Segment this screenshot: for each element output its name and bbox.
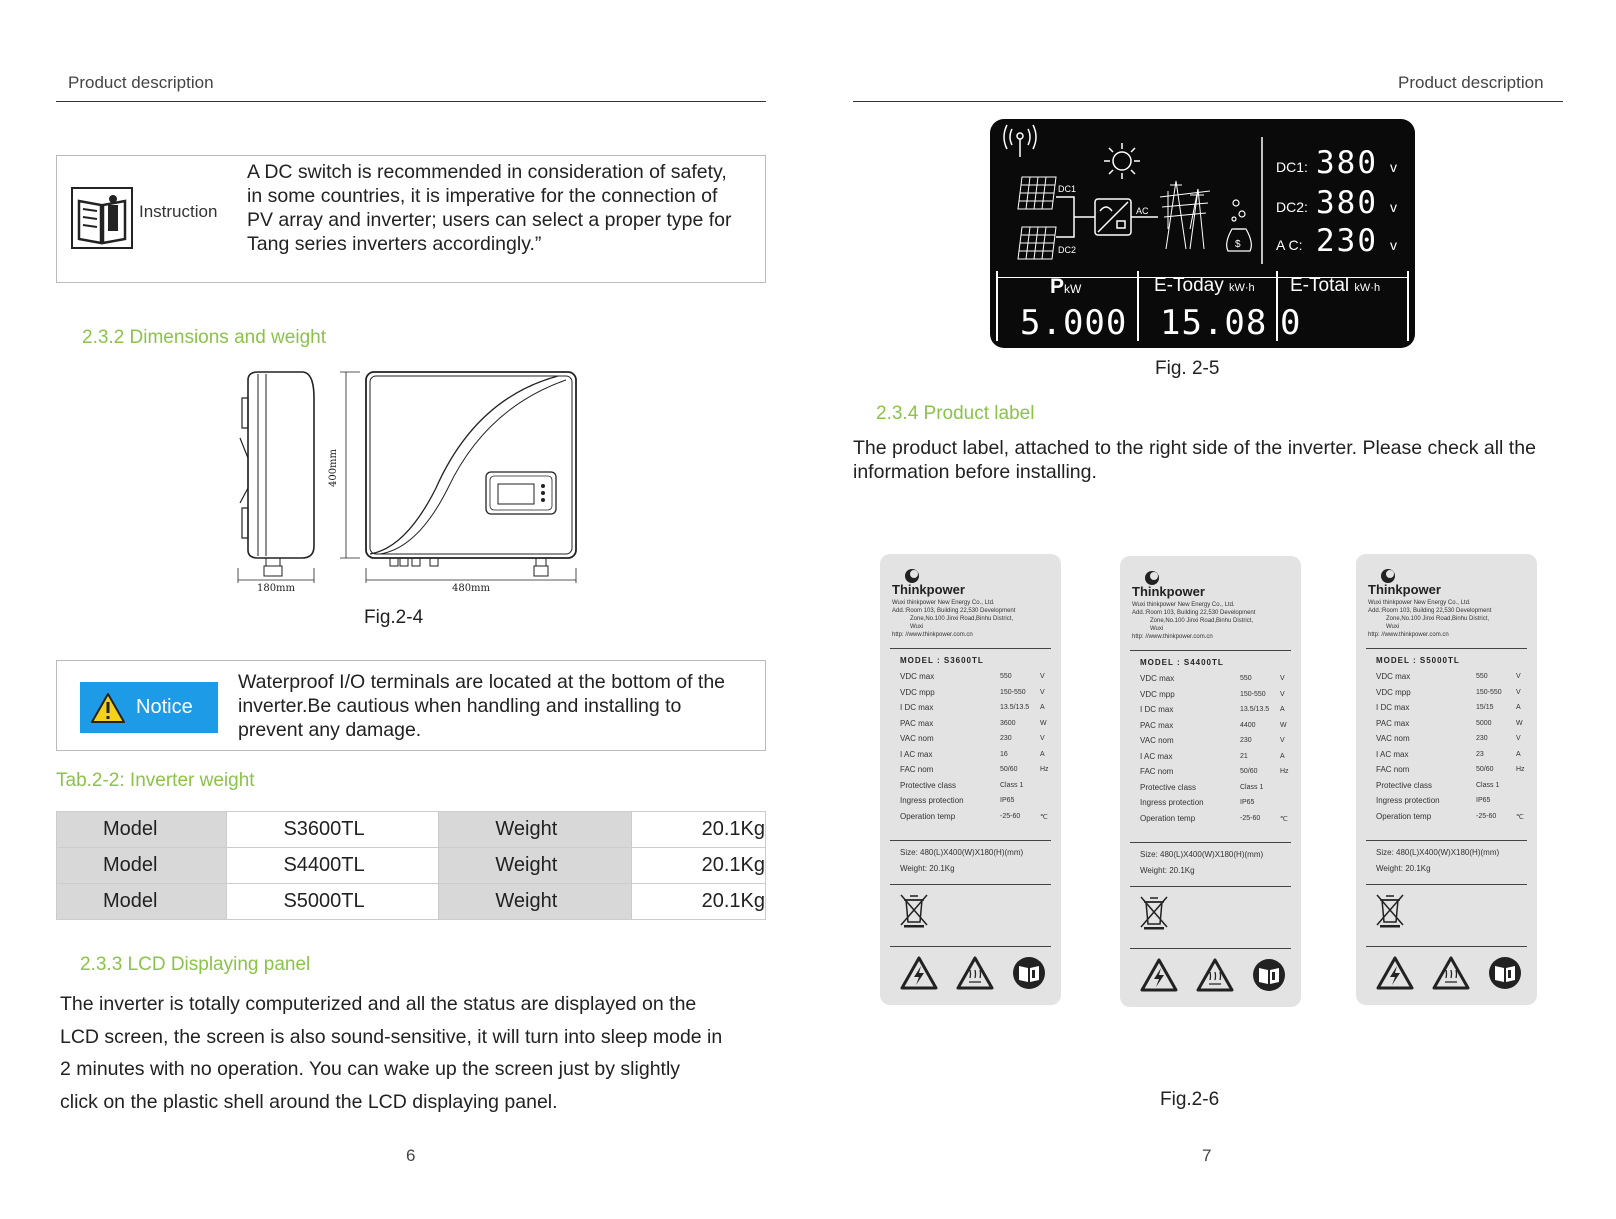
electric-hazard-icon — [1376, 956, 1414, 990]
spec-unit: V — [1516, 673, 1521, 680]
instruction-box — [56, 155, 766, 283]
notice-badge — [80, 682, 218, 733]
notice-label: Notice — [136, 696, 193, 718]
notice-line: inverter.Be cautious when handling and installing to — [238, 695, 682, 717]
label-divider — [1130, 886, 1291, 887]
spec-row — [1376, 688, 1531, 704]
hot-surface-icon — [1196, 958, 1234, 992]
hot-surface-icon — [1432, 956, 1470, 990]
dc2-tag: DC2 — [1058, 245, 1077, 255]
spec-name: VDC mpp — [1376, 687, 1411, 697]
inverter-dimension-drawing — [236, 368, 596, 593]
spec-row — [1140, 752, 1295, 768]
spec-list — [1376, 672, 1531, 827]
label-weight: Weight: 20.1Kg — [1140, 866, 1195, 875]
spec-value: 4400 — [1240, 721, 1256, 729]
right-header-rule — [853, 101, 1563, 102]
lcd-description-line: 2 minutes with no operation. You can wake up the screen just by slightly — [60, 1058, 681, 1080]
company-info — [892, 599, 1057, 639]
spec-name: FAC nom — [900, 765, 934, 774]
company-address: Zone,No.100 Jinxi Road,Binhu District, — [910, 616, 1014, 622]
company-city: Wuxi — [1386, 624, 1400, 630]
read-manual-icon — [1012, 956, 1046, 990]
table-cell: Weight — [439, 812, 631, 848]
section-2-3-2-title: 2.3.2 Dimensions and weight — [82, 327, 326, 348]
spec-name: PAC max — [1376, 718, 1410, 728]
spec-unit: V — [1040, 688, 1045, 696]
spec-name: PAC max — [900, 718, 934, 728]
fig-2-4-caption: Fig.2-4 — [364, 607, 424, 628]
model-name: MODEL : S5000TL — [1376, 656, 1460, 665]
spec-row — [900, 703, 1055, 719]
model-name: MODEL : S4400TL — [1140, 658, 1224, 667]
spec-row — [1140, 721, 1295, 737]
spec-row — [1376, 750, 1531, 766]
spec-unit: ℃ — [1516, 813, 1524, 821]
spec-name: VDC max — [900, 672, 935, 681]
brand-name: Thinkpower — [1368, 582, 1441, 597]
spec-name: Protective class — [900, 780, 957, 790]
company-info — [1132, 601, 1297, 641]
right-page-number: 7 — [1202, 1146, 1212, 1165]
spec-value: IP65 — [1240, 799, 1255, 806]
weee-bin-icon — [898, 892, 930, 928]
spec-value: 50/60 — [1240, 768, 1258, 775]
power-value: 5.000 — [1020, 303, 1128, 343]
spec-list — [900, 672, 1055, 827]
label-weight: Weight: 20.1Kg — [1376, 864, 1431, 873]
spec-value: 3600 — [1000, 719, 1016, 727]
spec-value: Class 1 — [1240, 783, 1264, 791]
spec-value: 550 — [1240, 675, 1252, 682]
ac-value: 230 — [1316, 223, 1378, 259]
label-divider — [890, 884, 1051, 885]
spec-unit: A — [1040, 704, 1045, 711]
spec-value: 15/15 — [1476, 704, 1494, 711]
electric-hazard-icon — [1140, 958, 1178, 992]
spec-name: VAC nom — [1140, 736, 1174, 745]
antenna-icon — [1004, 125, 1036, 157]
spec-value: 230 — [1240, 737, 1252, 744]
instruction-line: A DC switch is recommended in consideration of safety, — [247, 161, 727, 183]
lcd-divider — [1276, 271, 1278, 341]
spec-value: 550 — [1476, 673, 1488, 680]
lcd-description-line: LCD screen, the screen is also sound-sensitive, it will turn into sleep mode in — [60, 1025, 723, 1048]
today-unit: kW·h — [1228, 282, 1255, 294]
spec-row — [900, 672, 1055, 688]
table-row — [57, 812, 766, 848]
spec-row — [1140, 736, 1295, 752]
company-info — [1368, 599, 1533, 639]
table-cell: 20.1Kg — [631, 884, 765, 920]
label-divider — [1366, 884, 1527, 885]
solar-panel-icon — [1018, 177, 1056, 259]
section-2-3-4-title: 2.3.4 Product label — [876, 403, 1035, 424]
spec-name: VDC max — [1376, 672, 1411, 681]
dc1-label: DC1: — [1276, 159, 1308, 175]
spec-value: 230 — [1000, 735, 1012, 742]
read-manual-icon — [1252, 958, 1286, 992]
label-divider — [1130, 842, 1291, 843]
company-website: http: //www.thinkpower.com.cn — [1132, 634, 1213, 640]
spec-row — [900, 796, 1055, 812]
spec-name: I DC max — [1376, 703, 1410, 712]
spec-unit: V — [1040, 735, 1045, 742]
label-size: Size: 480(L)X400(W)X180(H)(mm) — [900, 848, 1024, 857]
company-website: http: //www.thinkpower.com.cn — [892, 632, 973, 638]
spec-name: I DC max — [1140, 705, 1174, 714]
lcd-divider — [1137, 271, 1139, 341]
spec-row — [1376, 703, 1531, 719]
spec-unit: Hz — [1516, 766, 1525, 773]
read-manual-icon — [1488, 956, 1522, 990]
spec-row — [1376, 719, 1531, 735]
label-divider — [1130, 650, 1291, 651]
dc2-unit: v — [1390, 199, 1397, 215]
ac-unit: v — [1390, 237, 1397, 253]
ac-tag: AC — [1136, 206, 1149, 216]
spec-unit: A — [1040, 750, 1045, 758]
spec-name: VDC max — [1140, 674, 1175, 683]
spec-row — [1140, 690, 1295, 706]
spec-unit: A — [1280, 706, 1285, 713]
right-page-header: Product description — [1398, 73, 1544, 92]
spec-name: Ingress protection — [900, 796, 964, 805]
spec-name: VAC nom — [1376, 734, 1410, 743]
total-energy-value: 0 100.0 — [1280, 303, 1383, 383]
notice-text — [238, 670, 758, 742]
spec-name: VDC mpp — [900, 687, 935, 697]
label-size: Size: 480(L)X400(W)X180(H)(mm) — [1376, 848, 1500, 857]
spec-name: Ingress protection — [1140, 798, 1204, 807]
spec-row — [1376, 812, 1531, 828]
total-label-text: E-Total — [1290, 275, 1350, 296]
lcd-description — [60, 988, 770, 1118]
p-unit: kW — [1064, 282, 1082, 296]
table-cell: 20.1Kg — [631, 812, 765, 848]
table-cell: S4400TL — [227, 848, 439, 884]
spec-row — [1376, 734, 1531, 750]
notice-line: prevent any damage. — [238, 719, 422, 741]
section-2-3-3-title: 2.3.3 LCD Displaying panel — [80, 954, 311, 975]
table-cell: S3600TL — [227, 812, 439, 848]
spec-row — [900, 734, 1055, 750]
label-divider — [1130, 948, 1291, 949]
table-cell: Model — [57, 884, 227, 920]
spec-unit: A — [1516, 704, 1521, 711]
spec-unit: V — [1516, 688, 1521, 696]
warning-triangle-icon — [90, 692, 126, 724]
spec-value: 150-550 — [1476, 688, 1502, 696]
grid-tower-icon — [1160, 181, 1210, 249]
table-cell: Model — [57, 848, 227, 884]
company-address: Add.:Room 103, Building 22,530 Development — [1368, 608, 1492, 614]
instruction-line: Tang series inverters accordingly.” — [247, 233, 542, 255]
spec-row — [1140, 767, 1295, 783]
dc1-tag: DC1 — [1058, 184, 1077, 194]
label-description-line: The product label, attached to the right side of the inverter. Please check all the — [853, 437, 1536, 459]
spec-name: PAC max — [1140, 720, 1174, 730]
company-city: Wuxi — [910, 624, 924, 630]
total-label — [1290, 275, 1380, 297]
company-website: http: //www.thinkpower.com.cn — [1368, 632, 1449, 638]
spec-value: 23 — [1476, 750, 1484, 758]
spec-row — [1140, 814, 1295, 830]
today-label — [1154, 275, 1255, 297]
table-row — [57, 884, 766, 920]
instruction-label: Instruction — [139, 202, 218, 221]
spec-name: FAC nom — [1376, 765, 1410, 774]
label-divider — [1366, 840, 1527, 841]
spec-value: 16 — [1000, 750, 1008, 758]
spec-row — [900, 812, 1055, 828]
sun-icon — [1104, 143, 1140, 179]
label-divider — [1366, 648, 1527, 649]
hot-surface-icon — [956, 956, 994, 990]
table-cell: S5000TL — [227, 884, 439, 920]
weee-bin-icon — [1374, 892, 1406, 928]
spec-value: -25-60 — [1240, 814, 1261, 822]
spec-unit: Hz — [1280, 768, 1289, 775]
spec-unit: A — [1516, 750, 1521, 758]
product-label — [880, 554, 1061, 1005]
brand-name: Thinkpower — [1132, 584, 1205, 599]
spec-row — [1140, 705, 1295, 721]
p-label-text: P — [1050, 275, 1065, 298]
spec-value: -25-60 — [1476, 812, 1497, 820]
spec-row — [1140, 783, 1295, 799]
spec-unit: V — [1280, 675, 1285, 682]
spec-name: VDC mpp — [1140, 689, 1175, 699]
spec-row — [900, 750, 1055, 766]
spec-name: I AC max — [900, 749, 933, 759]
spec-value: 5000 — [1476, 719, 1492, 727]
table-row — [57, 848, 766, 884]
spec-value: 150-550 — [1240, 690, 1266, 698]
spec-row — [1376, 765, 1531, 781]
label-divider — [890, 946, 1051, 947]
spec-unit: ℃ — [1040, 813, 1048, 821]
width-dimension: 480mm — [451, 583, 491, 593]
spec-name: Operation temp — [1140, 813, 1196, 823]
label-size: Size: 480(L)X400(W)X180(H)(mm) — [1140, 850, 1264, 859]
spec-list — [1140, 674, 1295, 829]
height-dimension: 400mm — [328, 448, 339, 488]
left-page-number: 6 — [406, 1146, 416, 1165]
company-address: Add.:Room 103, Building 22,530 Development — [1132, 610, 1256, 616]
ac-label: A C: — [1276, 237, 1303, 253]
spec-value: 21 — [1240, 752, 1248, 760]
spec-row — [900, 688, 1055, 704]
lcd-description-line: The inverter is totally computerized and all the status are displayed on the — [60, 993, 697, 1015]
spec-row — [1376, 781, 1531, 797]
spec-unit: W — [1040, 719, 1047, 727]
brand-name: Thinkpower — [892, 582, 965, 597]
spec-name: FAC nom — [1140, 767, 1174, 776]
spec-value: IP65 — [1000, 797, 1015, 804]
money-bag-icon — [1227, 200, 1252, 251]
company-name: Wuxi thinkpower New Energy Co., Ltd. — [1368, 600, 1471, 606]
spec-value: 150-550 — [1000, 688, 1026, 696]
product-label — [1120, 556, 1301, 1007]
spec-value: 13.5/13.5 — [1240, 706, 1270, 713]
spec-name: VAC nom — [900, 734, 934, 743]
spec-value: Class 1 — [1476, 781, 1500, 789]
dc2-label: DC2: — [1276, 199, 1308, 215]
spec-unit: A — [1280, 752, 1285, 760]
dc1-unit: v — [1390, 159, 1397, 175]
today-label-text: E-Today — [1154, 275, 1224, 296]
fig-2-5-caption: Fig. 2-5 — [1155, 358, 1220, 379]
company-name: Wuxi thinkpower New Energy Co., Ltd. — [892, 600, 995, 606]
lcd-description-line: click on the plastic shell around the LCD displaying panel. — [60, 1090, 558, 1113]
label-divider — [890, 648, 1051, 649]
inverter-weight-table — [56, 811, 766, 920]
spec-value: IP65 — [1476, 797, 1491, 804]
label-weight: Weight: 20.1Kg — [900, 864, 955, 873]
spec-name: I AC max — [1376, 749, 1409, 759]
fig-2-6-caption: Fig.2-6 — [1160, 1089, 1220, 1110]
spec-value: 230 — [1476, 735, 1488, 742]
instruction-line: in some countries, it is imperative for the connection of — [247, 185, 718, 207]
today-energy-value: 15.08 — [1160, 303, 1268, 343]
label-description-line: information before installing. — [853, 461, 1097, 483]
left-header-rule — [56, 101, 766, 102]
company-address: Zone,No.100 Jinxi Road,Binhu District, — [1386, 616, 1490, 622]
spec-value: 13.5/13.5 — [1000, 704, 1030, 711]
spec-unit: V — [1280, 737, 1285, 744]
instruction-text — [247, 160, 762, 256]
weee-bin-icon — [1138, 894, 1170, 930]
spec-row — [1376, 796, 1531, 812]
label-description — [853, 436, 1573, 484]
label-divider — [890, 840, 1051, 841]
spec-value: 550 — [1000, 673, 1012, 680]
table-cell: Weight — [439, 884, 631, 920]
spec-value: -25-60 — [1000, 812, 1021, 820]
lcd-divider — [996, 271, 998, 341]
notice-line: Waterproof I/O terminals are located at the bottom of the — [238, 671, 726, 693]
table-cell: 20.1Kg — [631, 848, 765, 884]
table-cell: Weight — [439, 848, 631, 884]
product-label — [1356, 554, 1537, 1005]
electric-hazard-icon — [900, 956, 938, 990]
company-city: Wuxi — [1150, 626, 1164, 632]
spec-name: I DC max — [900, 703, 934, 712]
spec-value: 50/60 — [1476, 766, 1494, 773]
spec-name: Protective class — [1140, 782, 1197, 792]
instruction-line: PV array and inverter; users can select a proper type for — [247, 209, 732, 231]
spec-unit: Hz — [1040, 766, 1049, 773]
depth-dimension: 180mm — [256, 583, 296, 593]
left-page-header: Product description — [68, 73, 214, 92]
spec-name: I AC max — [1140, 751, 1173, 761]
spec-name: Protective class — [1376, 780, 1433, 790]
spec-value: 50/60 — [1000, 766, 1018, 773]
spec-unit: W — [1516, 719, 1523, 727]
spec-row — [1376, 672, 1531, 688]
spec-unit: V — [1280, 690, 1285, 698]
table-title: Tab.2-2: Inverter weight — [56, 770, 255, 791]
inverter-icon — [1095, 199, 1131, 235]
model-name: MODEL : S3600TL — [900, 656, 984, 665]
spec-row — [900, 781, 1055, 797]
dc2-value: 380 — [1316, 185, 1378, 221]
spec-name: Operation temp — [900, 811, 956, 821]
notice-box — [56, 660, 766, 751]
p-label — [1050, 275, 1081, 299]
spec-unit: V — [1040, 673, 1045, 680]
spec-row — [900, 719, 1055, 735]
table-cell: Model — [57, 812, 227, 848]
dc1-value: 380 — [1316, 145, 1378, 181]
company-address: Zone,No.100 Jinxi Road,Binhu District, — [1150, 618, 1254, 624]
svg-text:$: $ — [1235, 239, 1241, 250]
company-name: Wuxi thinkpower New Energy Co., Ltd. — [1132, 602, 1235, 608]
spec-name: Operation temp — [1376, 811, 1432, 821]
spec-unit: W — [1280, 721, 1287, 729]
total-unit: kW·h — [1354, 282, 1381, 294]
spec-row — [1140, 674, 1295, 690]
spec-unit: V — [1516, 735, 1521, 742]
spec-row — [1140, 798, 1295, 814]
spec-unit: ℃ — [1280, 815, 1288, 823]
spec-name: Ingress protection — [1376, 796, 1440, 805]
spec-value: Class 1 — [1000, 781, 1024, 789]
label-divider — [1366, 946, 1527, 947]
manual-book-icon — [71, 187, 133, 249]
spec-row — [900, 765, 1055, 781]
company-address: Add.:Room 103, Building 22,530 Development — [892, 608, 1016, 614]
